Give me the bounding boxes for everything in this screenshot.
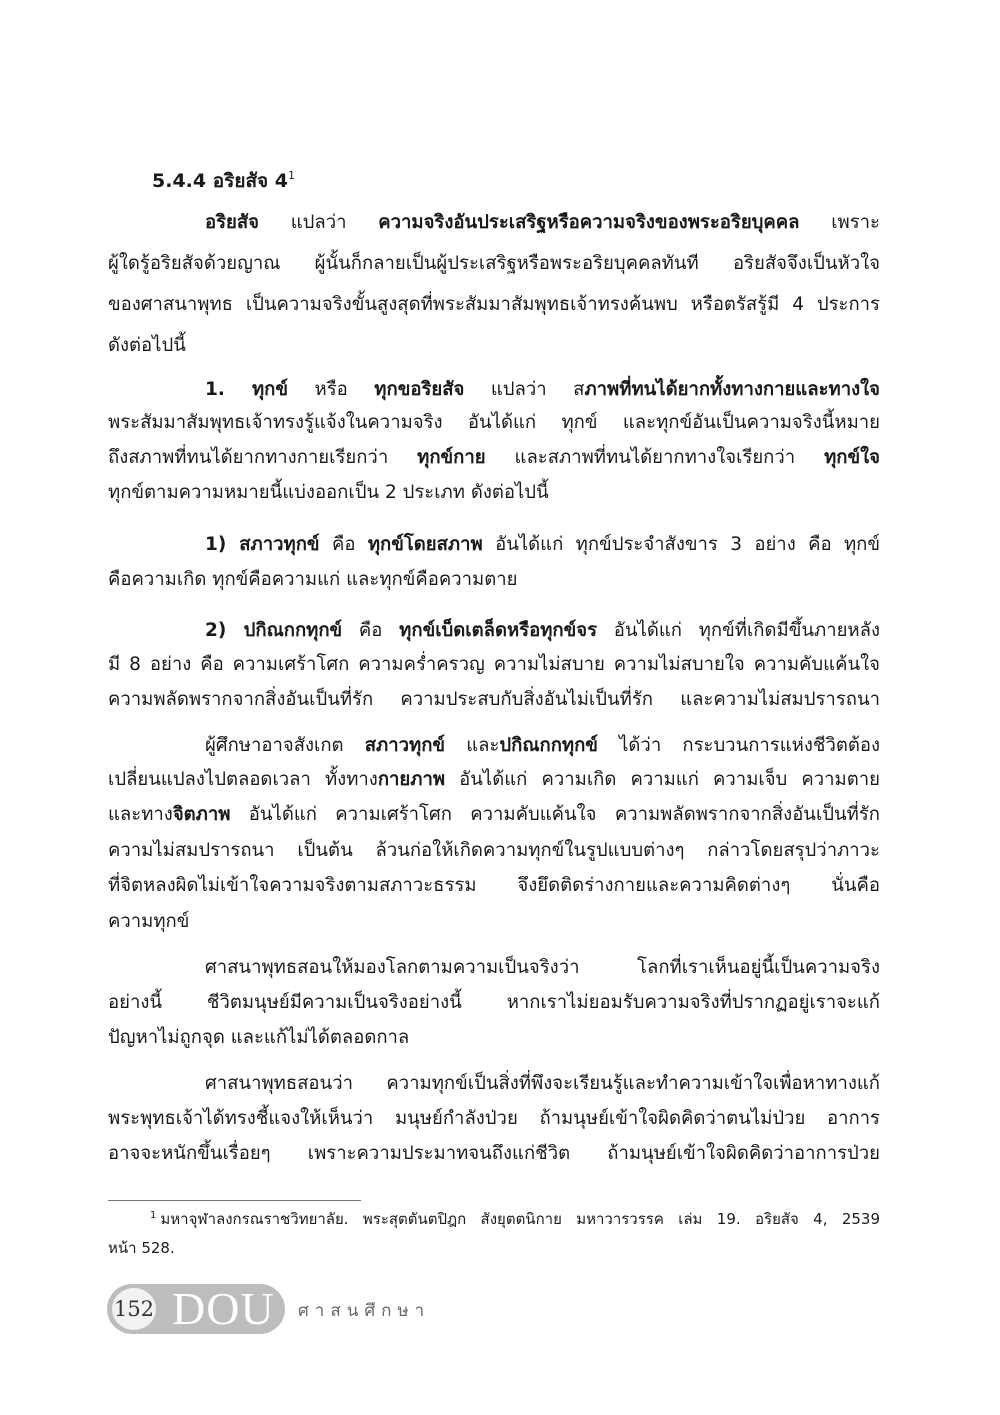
paragraph-line: ทุกข์ตามความหมายนี้แบ่งออกเป็น 2 ประเภท ดังต่อไปนี้ xyxy=(108,482,549,503)
paragraph-line: พระพุทธเจ้าได้ทรงชี้แจงให้เห็นว่า มนุษย์กำลังป่วย ถ้ามนุษย์เข้าใจผิดคิดว่าตนไม่ป่วย อาการ xyxy=(108,1108,880,1129)
paragraph-line: ปัญหาไม่ถูกจุด และแก้ไม่ได้ตลอดกาล xyxy=(108,1027,410,1048)
footnote-line: $^1$ มหาจุฬาลงกรณราชวิทยาลัย. พระสุตตันตปิฎก สังยุตตนิกาย มหาวารวรรค เล่ม 19. อริยสัจ 4, 2539 xyxy=(150,1210,880,1228)
paragraph-line: คือความเกิด ทุกข์คือความแก่ และทุกข์คือความตาย xyxy=(108,569,518,590)
footnote-line: หน้า 528. xyxy=(108,1239,175,1257)
paragraph-line: มี 8 อย่าง คือ ความเศร้าโศก ความคร่ำครวญ ความไม่สบาย ความไม่สบายใจ ความคับแค้นใจ xyxy=(108,654,880,675)
page-number: 152 xyxy=(112,1288,156,1330)
dou-logo: DOU xyxy=(172,1283,275,1334)
paragraph-line: ที่จิตหลงผิดไม่เข้าใจความจริงตามสภาวะธรรม จึงยึดติดร่างกายและความคิดต่างๆ นั่นคือ xyxy=(108,875,880,896)
paragraph-line: และทางจิตภาพ อันได้แก่ ความเศร้าโศก ความคับแค้นใจ ความพลัดพรากจากสิ่งอันเป็นที่รัก xyxy=(108,804,880,825)
paragraph-line: ดังต่อไปนี้ xyxy=(108,335,186,356)
footnote-ref[interactable]: 1 xyxy=(288,169,296,182)
paragraph-line: ศาสนาพุทธสอนให้มองโลกตามความเป็นจริงว่า โลกที่เราเห็นอยู่นี้เป็นความจริง xyxy=(205,957,880,978)
paragraph-line: ของศาสนาพุทธ เป็นความจริงขั้นสูงสุดที่พระสัมมาสัมพุทธเจ้าทรงค้นพบ หรือตรัสรู้มี 4 ประการ xyxy=(108,294,880,315)
section-heading: 5.4.4 อริยสัจ $4^1$ xyxy=(152,169,296,192)
paragraph-line: ผู้ศึกษาอาจสังเกต สภาวทุกข์ และปกิณกกทุกข์ ได้ว่า กระบวนการแห่งชีวิตต้อง xyxy=(205,735,881,756)
footnote-divider xyxy=(108,1200,361,1201)
paragraph-line: อริยสัจ แปลว่า ความจริงอันประเสริฐหรือความจริงของพระอริยบุคคล เพราะ xyxy=(205,212,880,233)
paragraph-line: ผู้ใดรู้อริยสัจด้วยญาณ ผู้นั้นก็กลายเป็นผู้ประเสริฐหรือพระอริยบุคคลทันที อริยสัจจึงเป็นหัวใจ xyxy=(108,253,880,274)
paragraph-line: ความทุกข์ xyxy=(108,911,190,932)
course-title: ศาสนศึกษา xyxy=(298,1301,431,1321)
paragraph-line: ความไม่สมปรารถนา เป็นต้น ล้วนก่อให้เกิดความทุกข์ในรูปแบบต่างๆ กล่าวโดยสรุปว่าภาวะ xyxy=(108,840,880,861)
paragraph-line: อย่างนี้ ชีวิตมนุษย์มีความเป็นจริงอย่างนี้ หากเราไม่ยอมรับความจริงที่ปรากฏอยู่เราจะแก้ xyxy=(108,992,880,1013)
paragraph-line: 1) สภาวทุกข์ คือ ทุกข์โดยสภาพ อันได้แก่ ทุกข์ประจำสังขาร 3 อย่าง คือ ทุกข์ xyxy=(205,534,881,555)
paragraph-line: 2) ปกิณกกทุกข์ คือ ทุกข์เบ็ดเตล็ดหรือทุกข์จร อันได้แก่ ทุกข์ที่เกิดมีขึ้นภายหลัง xyxy=(205,620,880,641)
paragraph-line: 1. ทุกข์ หรือ ทุกขอริยสัจ แปลว่า สภาพที่ทนได้ยากทั้งทางกายและทางใจ xyxy=(205,379,880,400)
paragraph-line: เปลี่ยนแปลงไปตลอดเวลา ทั้งทางกายภาพ อันได้แก่ ความเกิด ความแก่ ความเจ็บ ความตาย xyxy=(108,769,880,790)
paragraph-line: ถึงสภาพที่ทนได้ยากทางกายเรียกว่า ทุกข์กาย และสภาพที่ทนได้ยากทางใจเรียกว่า ทุกข์ใจ xyxy=(108,447,880,468)
paragraph-line: อาจจะหนักขึ้นเรื่อยๆ เพราะความประมาทจนถึงแก่ชีวิต ถ้ามนุษย์เข้าใจผิดคิดว่าอาการป่วย xyxy=(108,1143,880,1164)
paragraph-line: ศาสนาพุทธสอนว่า ความทุกข์เป็นสิ่งที่พึงจะเรียนรู้และทำความเข้าใจเพื่อหาทางแก้ xyxy=(205,1073,880,1094)
paragraph-line: พระสัมมาสัมพุทธเจ้าทรงรู้แจ้งในความจริง อันได้แก่ ทุกข์ และทุกข์อันเป็นความจริงนี้หมาย xyxy=(108,412,880,433)
paragraph-line: ความพลัดพรากจากสิ่งอันเป็นที่รัก ความประสบกับสิ่งอันไม่เป็นที่รัก และความไม่สมปรารถนา xyxy=(108,689,880,710)
